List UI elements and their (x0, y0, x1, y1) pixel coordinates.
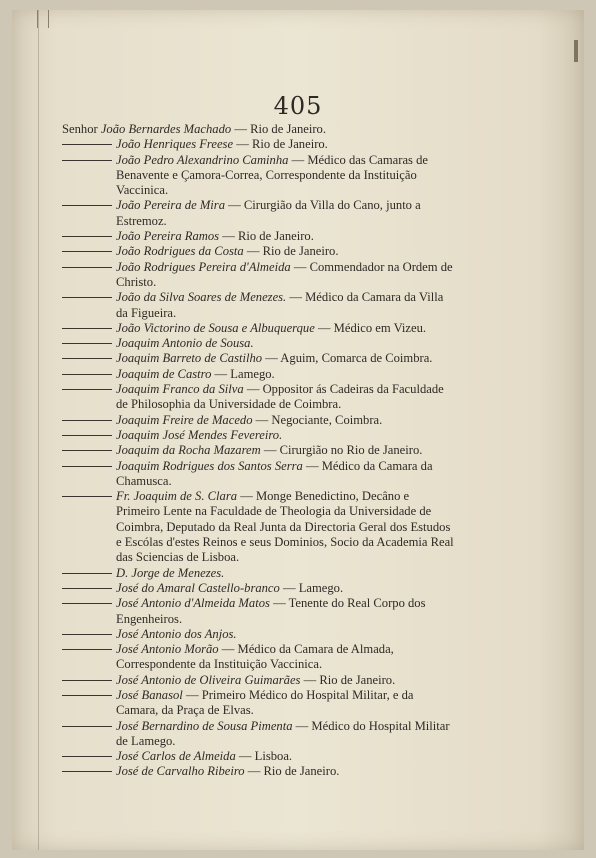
list-item (62, 688, 454, 719)
ditto-dash (62, 160, 112, 161)
entry-name: João Bernardes Machado (100, 122, 232, 136)
ditto-dash (62, 358, 112, 359)
entry-details: — Negociante, Coimbra. (252, 412, 383, 427)
list-item (62, 581, 454, 596)
list-item (62, 566, 454, 581)
list-item (62, 137, 454, 152)
ditto-dash (62, 634, 112, 635)
list-item (62, 198, 454, 229)
list-item (62, 489, 454, 565)
ditto-dash (62, 771, 112, 772)
list-item (62, 428, 454, 443)
entry-details: — Rio de Janeiro. (244, 764, 340, 779)
entry-prefix: Senhor (62, 122, 98, 136)
margin-rule (38, 10, 39, 850)
ditto-dash (62, 205, 112, 206)
entry-details: — Lamego. (211, 366, 275, 381)
entry-name: João Victorino de Sousa e Albuquerque (116, 320, 315, 335)
ditto-dash (62, 756, 112, 757)
entry-details: — Aguim, Comarca de Coimbra. (262, 351, 433, 366)
ditto-dash (62, 573, 112, 574)
entry-details: — Médico das Camaras de Benavente e Çamora-Correa, Correspondente da Instituição Vaccinica. (116, 152, 428, 198)
ditto-dash (62, 251, 112, 252)
entry-name: José Antonio Morão (116, 642, 219, 657)
entry-name: José Antonio dos Anjos. (116, 626, 237, 641)
entry-details: — Oppositor ás Cadeiras da Faculdade de Philosophia da Universidade de Coimbra. (116, 382, 444, 412)
entry-details: — Rio de Janeiro. (300, 672, 396, 687)
ditto-dash (62, 726, 112, 727)
list-item (62, 596, 454, 627)
entry-name: José Carlos de Almeida (116, 749, 236, 764)
ditto-dash (62, 389, 112, 390)
entry-details: — Commendador na Ordem de Christo. (116, 259, 453, 289)
list-item (62, 719, 454, 750)
ditto-dash (62, 695, 112, 696)
entry-name: José de Carvalho Ribeiro (116, 764, 245, 779)
entry-name: Joaquim da Rocha Mazarem (116, 443, 261, 458)
list-item (62, 382, 454, 413)
entry-name: João Henriques Freese (116, 137, 234, 152)
ditto-dash (62, 420, 112, 421)
list-item (62, 336, 454, 351)
entry-details: — Rio de Janeiro. (231, 122, 326, 136)
entry-details: — Médico da Camara da Chamusca. (116, 458, 433, 488)
ditto-dash (62, 236, 112, 237)
ditto-dash (62, 343, 112, 344)
ditto-dash (62, 328, 112, 329)
entry-name: José Antonio d'Almeida Matos (116, 596, 270, 611)
list-item (62, 459, 454, 490)
entry-name: Joaquim José Mendes Fevereiro. (116, 427, 283, 442)
ditto-dash (62, 374, 112, 375)
ditto-dash (62, 680, 112, 681)
entry-name: Joaquim de Castro (116, 366, 212, 381)
list-item (62, 627, 454, 642)
entry-name: José Banasol (116, 687, 183, 702)
list-item (62, 673, 454, 688)
entry-details: — Rio de Janeiro. (219, 229, 314, 244)
entry-name: João Rodrigues da Costa (116, 244, 244, 259)
entry-name: Joaquim Franco da Silva (116, 382, 244, 397)
list-item (62, 260, 454, 291)
entry-details: — Cirurgião da Villa do Cano, junto a Estremoz. (116, 198, 421, 228)
ditto-dash (62, 267, 112, 268)
entry-name: João Pereira Ramos (116, 229, 220, 244)
entry-details: — Cirurgião no Rio de Janeiro. (260, 443, 423, 458)
entry-details: — Lamego. (279, 580, 344, 595)
list-item (62, 351, 454, 366)
entry-name: João Pedro Alexandrino Caminha (116, 152, 289, 167)
list-item (62, 122, 454, 137)
list-item (62, 290, 454, 321)
entry-details: — Lisboa. (235, 749, 293, 764)
list-item (62, 413, 454, 428)
list-item (62, 642, 454, 673)
page-tab-mark (574, 40, 578, 62)
list-item (62, 244, 454, 259)
entry-details: — Médico do Hospital Militar de Lamego. (116, 718, 450, 748)
entry-details: — Médico em Vizeu. (314, 320, 427, 335)
ditto-dash (62, 496, 112, 497)
entry-name: João Pereira de Mira (116, 198, 226, 213)
entry-name: João Rodrigues Pereira d'Almeida (116, 259, 291, 274)
entry-name: Joaquim Rodrigues dos Santos Serra (116, 458, 303, 473)
entry-name: Joaquim Antonio de Sousa. (116, 336, 254, 351)
entry-details: — Tenente do Real Corpo dos Engenheiros. (116, 596, 426, 626)
ditto-dash (62, 297, 112, 298)
entry-name: Fr. Joaquim de S. Clara (116, 489, 238, 504)
entry-name: Joaquim Barreto de Castilho (116, 351, 263, 366)
entry-details: — Primeiro Médico do Hospital Militar, e da Camara, da Praça de Elvas. (116, 687, 414, 718)
entry-details: — Médico da Camara de Almada, Correspondente da Instituição Vaccinica. (116, 642, 394, 672)
entry-details: — Médico da Camara da Villa da Figueira. (116, 290, 444, 320)
list-item (62, 443, 454, 458)
entry-name: Joaquim Freire de Macedo (116, 412, 253, 427)
list-item (62, 321, 454, 336)
entry-name: João da Silva Soares de Menezes. (116, 290, 287, 305)
list-item (62, 367, 454, 382)
list-item (62, 764, 454, 779)
list-item (62, 749, 454, 764)
ditto-dash (62, 588, 112, 589)
entry-name: José Antonio de Oliveira Guimarães (116, 672, 301, 687)
list-item (62, 153, 454, 199)
ditto-dash (62, 603, 112, 604)
ditto-dash (62, 144, 112, 145)
entry-name: José do Amaral Castello-branco (116, 580, 280, 595)
list-item (62, 229, 454, 244)
ditto-dash (62, 435, 112, 436)
page-number: 405 (273, 92, 323, 120)
entry-name: D. Jorge de Menezes. (116, 565, 225, 580)
ditto-dash (62, 466, 112, 467)
entry-details: — Monge Benedictino, Decâno e Primeiro Lente na Faculdade de Theologia da Universidade de Coimbra, Deputado da Real Junta da Directoria Geral dos Estudos e Escólas d'estes Reinos e seus Dominios, Socio da Academia Real das Sciencias de Lisboa. (116, 489, 454, 565)
entry-name: José Bernardino de Sousa Pimenta (116, 718, 293, 733)
entry-details: — Rio de Janeiro. (233, 137, 328, 152)
subscriber-list (62, 122, 454, 780)
entry-details: — Rio de Janeiro. (243, 244, 339, 259)
ditto-dash (62, 649, 112, 650)
ditto-dash (62, 450, 112, 451)
